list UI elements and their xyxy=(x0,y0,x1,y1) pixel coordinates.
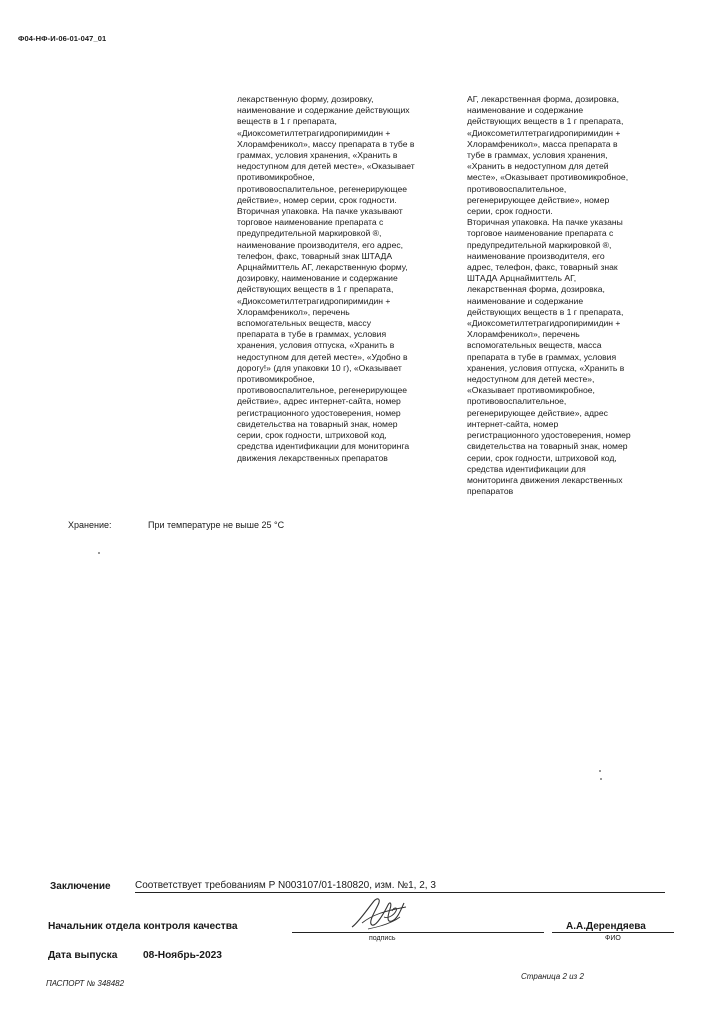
text-line: торговое наименование препарата с xyxy=(467,228,614,239)
scan-speck xyxy=(600,778,602,780)
text-line: Хлорамфеникол», перечень xyxy=(237,306,350,317)
text-line: наименование производителя, его xyxy=(467,250,605,261)
text-line: «Диоксометилтетрагидропиримидин + xyxy=(237,295,391,306)
text-line: телефон, факс, товарный знак ШТАДА xyxy=(237,250,393,261)
scan-speck xyxy=(599,770,601,772)
storage-label: Хранение: xyxy=(68,520,112,530)
text-line: регистрационного удостоверения, номер xyxy=(237,407,401,418)
signature-line xyxy=(292,932,544,933)
text-line: свидетельства на товарный знак, номер xyxy=(237,418,398,429)
text-line: Хлорамфеникол», масса препарата в xyxy=(467,138,618,149)
text-line: противовоспалительное, xyxy=(467,183,567,194)
text-line: регенерирующее действие», номер xyxy=(467,194,610,205)
left-text-column xyxy=(237,94,463,464)
text-line: дорогу!» (для упаковки 10 г), «Оказывает xyxy=(237,362,402,373)
text-line: средства идентификации для мониторинга xyxy=(237,441,410,452)
text-line: действие», адрес интернет-сайта, номер xyxy=(237,396,401,407)
text-line: противомикробное, xyxy=(237,374,315,385)
text-line: «Диоксометилтетрагидропиримидин + xyxy=(467,318,621,329)
text-line: регистрационного удостоверения, номер xyxy=(467,430,631,441)
text-line: «Оказывает противомикробное, xyxy=(467,385,595,396)
conclusion-value: Соответствует требованиям Р N003107/01-180820, изм. №1, 2, 3 xyxy=(135,880,665,893)
text-line: противовоспалительное, регенерирующее xyxy=(237,385,408,396)
passport-number: ПАСПОРТ № 348482 xyxy=(46,979,125,988)
text-line: вспомогательных веществ, массу xyxy=(237,318,372,329)
document-code: Ф04-НФ-И-06-01-047_01 xyxy=(18,34,107,43)
text-line: серии, срок годности. xyxy=(467,206,553,217)
text-line: противовоспалительное, xyxy=(467,396,567,407)
text-line: хранения, условия отпуска, «Хранить в xyxy=(237,340,395,351)
text-line: вспомогательных веществ, масса xyxy=(467,340,602,351)
text-line: наименование и содержание xyxy=(467,105,584,116)
text-line: средства идентификации для xyxy=(467,463,586,474)
signature-icon xyxy=(348,893,410,935)
text-line: действующих веществ в 1 г препарата, xyxy=(467,116,624,127)
text-line: недоступном для детей месте», «Удобно в xyxy=(237,351,408,362)
text-line: недоступном для детей месте», «Оказывает xyxy=(237,161,415,172)
text-line: месте», «Оказывает противомикробное, xyxy=(467,172,629,183)
signature-caption: подпись xyxy=(369,935,396,942)
text-line: мониторинга движения лекарственных xyxy=(467,474,623,485)
text-line: дозировку, наименование и содержание xyxy=(237,273,398,284)
text-line: действие», номер серии, срок годности. xyxy=(237,194,397,205)
conclusion-label: Заключение xyxy=(50,881,111,892)
text-line: АГ, лекарственная форма, дозировка, xyxy=(467,94,619,104)
right-text-column xyxy=(467,94,699,497)
text-line: предупредительной маркировкой ®, xyxy=(467,239,612,250)
text-line: Хлорамфеникол», перечень xyxy=(467,329,580,340)
text-line: граммах, условия хранения, «Хранить в xyxy=(237,150,398,161)
text-line: наименование производителя, его адрес, xyxy=(237,239,404,250)
text-line: предупредительной маркировкой ®, xyxy=(237,228,382,239)
text-line: веществ в 1 г препарата, xyxy=(237,116,337,127)
text-line: лекарственная форма, дозировка, xyxy=(467,284,605,295)
issue-date-value: 08-Ноябрь-2023 xyxy=(143,950,222,961)
text-line: препаратов xyxy=(467,486,514,497)
text-line: Арцнаймиттель АГ, лекарственную форму, xyxy=(237,262,408,273)
text-line: тубе в граммах, условия хранения, xyxy=(467,150,608,161)
text-line: «Диоксометилтетрагидропиримидин + xyxy=(237,127,391,138)
name-line xyxy=(552,932,674,933)
text-line: серии, срок годности, штриховой код, xyxy=(237,430,387,441)
storage-value: При температуре не выше 25 °С xyxy=(148,520,285,530)
text-line: «Хранить в недоступном для детей xyxy=(467,161,609,172)
text-line: лекарственную форму, дозировку, xyxy=(237,94,374,104)
text-line: недоступном для детей месте», xyxy=(467,374,595,385)
text-line: Хлорамфеникол», массу препарата в тубе в xyxy=(237,138,415,149)
issue-date-label: Дата выпуска xyxy=(48,950,118,961)
signer-name: А.А.Дерендяева xyxy=(566,921,646,932)
text-line: свидетельства на товарный знак, номер xyxy=(467,441,628,452)
page-indicator: Страница 2 из 2 xyxy=(521,972,584,981)
text-line: препарата в тубе в граммах, условия xyxy=(237,329,387,340)
text-line: ШТАДА Арцнаймиттель АГ, xyxy=(467,273,577,284)
text-line: хранения, условия отпуска, «Хранить в xyxy=(467,362,625,373)
text-line: Вторичная упаковка. На пачке указаны xyxy=(467,217,623,228)
text-line: Вторичная упаковка. На пачке указывают xyxy=(237,206,403,217)
text-line: действующих веществ в 1 г препарата, xyxy=(467,306,624,317)
text-line: «Диоксометилтетрагидропиримидин + xyxy=(467,127,621,138)
text-line: торговое наименование препарата с xyxy=(237,217,384,228)
text-line: наименование и содержание xyxy=(467,295,584,306)
text-line: регенерирующее действие», адрес xyxy=(467,407,608,418)
scan-speck xyxy=(98,552,100,554)
text-line: противомикробное, xyxy=(237,172,315,183)
text-line: движения лекарственных препаратов xyxy=(237,452,388,463)
head-of-qc-label: Начальник отдела контроля качества xyxy=(48,921,238,932)
text-line: интернет-сайта, номер xyxy=(467,418,559,429)
text-line: серии, срок годности, штриховой код, xyxy=(467,452,617,463)
text-line: противовоспалительное, регенерирующее xyxy=(237,183,408,194)
text-line: адрес, телефон, факс, товарный знак xyxy=(467,262,618,273)
fio-caption: ФИО xyxy=(605,935,621,942)
text-line: наименование и содержание действующих xyxy=(237,105,410,116)
text-line: действующих веществ в 1 г препарата, xyxy=(237,284,394,295)
text-line: препарата в тубе в граммах, условия xyxy=(467,351,617,362)
